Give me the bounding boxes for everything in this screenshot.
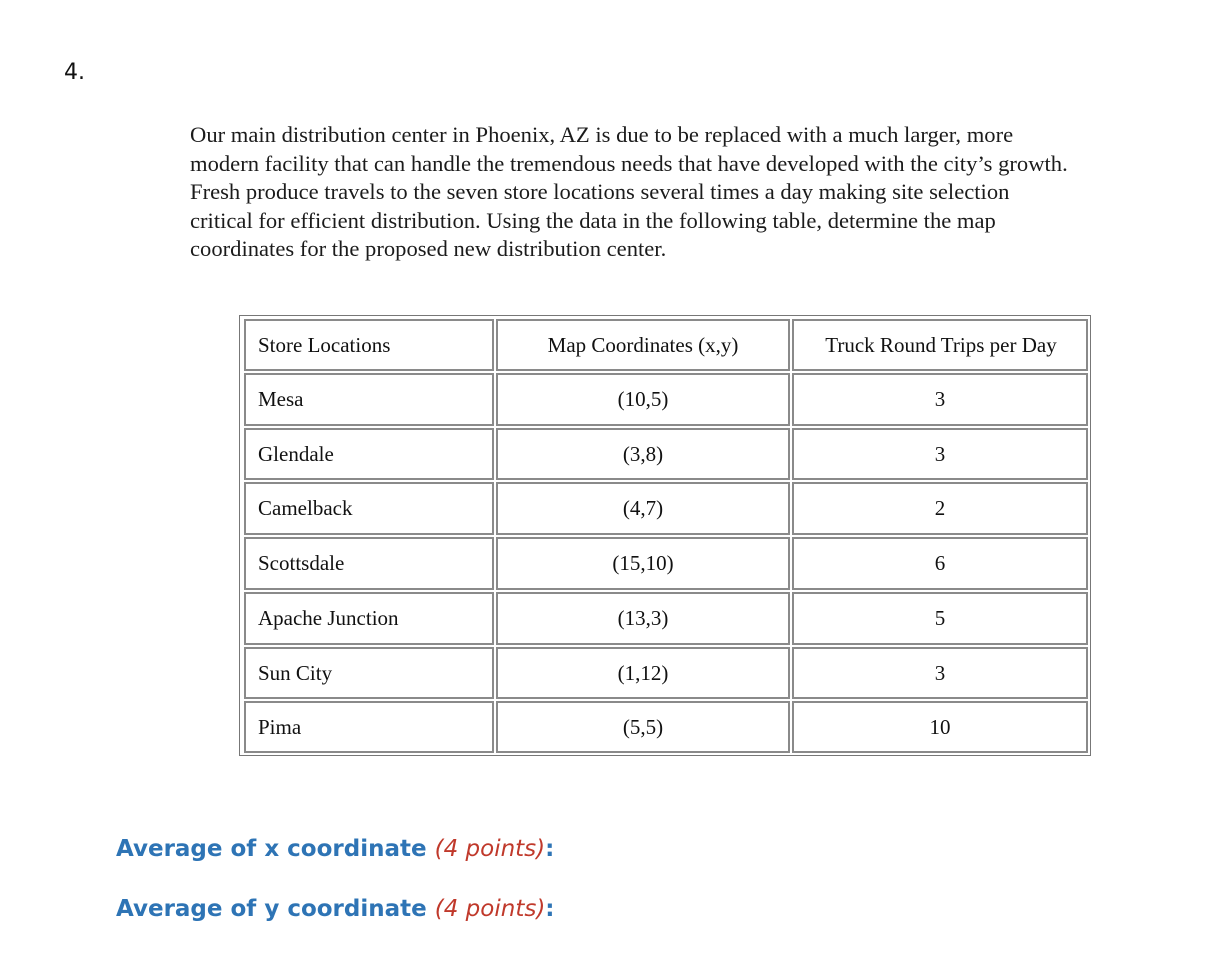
question-points: (4 points) — [434, 896, 546, 922]
question-colon: : — [545, 896, 555, 922]
store-data-table — [239, 315, 1091, 756]
table-cell-coordinates: (5,5) — [496, 701, 790, 753]
table-cell-store: Camelback — [244, 482, 494, 535]
table-cell-store: Scottsdale — [244, 537, 494, 590]
question-average-y — [116, 896, 555, 922]
table-cell-coordinates: (13,3) — [496, 592, 790, 645]
header-map-coordinates: Map Coordinates (x,y) — [496, 319, 790, 371]
table-cell-coordinates: (1,12) — [496, 647, 790, 699]
table-cell-trips: 3 — [792, 428, 1088, 480]
table-cell-trips: 5 — [792, 592, 1088, 645]
table-cell-store: Apache Junction — [244, 592, 494, 645]
table-cell-coordinates: (4,7) — [496, 482, 790, 535]
table-cell-trips: 3 — [792, 373, 1088, 426]
paragraph-line: modern facility that can handle the tremendous needs that have developed with the city’s growth. — [190, 150, 1068, 176]
problem-paragraph — [190, 121, 1120, 264]
table-cell-store: Mesa — [244, 373, 494, 426]
table-cell-coordinates: (3,8) — [496, 428, 790, 480]
paragraph-line: Fresh produce travels to the seven store locations several times a day making site selection — [190, 179, 1010, 205]
question-label: Average of x coordinate — [116, 836, 427, 862]
table-cell-coordinates: (15,10) — [496, 537, 790, 590]
paragraph-line: coordinates for the proposed new distribution center. — [190, 236, 667, 262]
header-truck-trips: Truck Round Trips per Day — [792, 319, 1088, 371]
table-cell-trips: 10 — [792, 701, 1088, 753]
question-number: 4. — [64, 60, 85, 85]
header-store-locations: Store Locations — [244, 319, 494, 371]
table-cell-store: Pima — [244, 701, 494, 753]
paragraph-line: critical for efficient distribution. Using the data in the following table, determine the map — [190, 207, 996, 233]
table-cell-trips: 3 — [792, 647, 1088, 699]
paragraph-line: Our main distribution center in Phoenix, AZ is due to be replaced with a much larger, more — [190, 122, 1014, 147]
question-label: Average of y coordinate — [116, 896, 427, 922]
table-cell-store: Glendale — [244, 428, 494, 480]
table-cell-store: Sun City — [244, 647, 494, 699]
table-cell-coordinates: (10,5) — [496, 373, 790, 426]
question-points: (4 points) — [434, 836, 546, 862]
table-cell-trips: 2 — [792, 482, 1088, 535]
table-cell-trips: 6 — [792, 537, 1088, 590]
question-colon: : — [545, 836, 555, 862]
question-average-x — [116, 836, 554, 862]
